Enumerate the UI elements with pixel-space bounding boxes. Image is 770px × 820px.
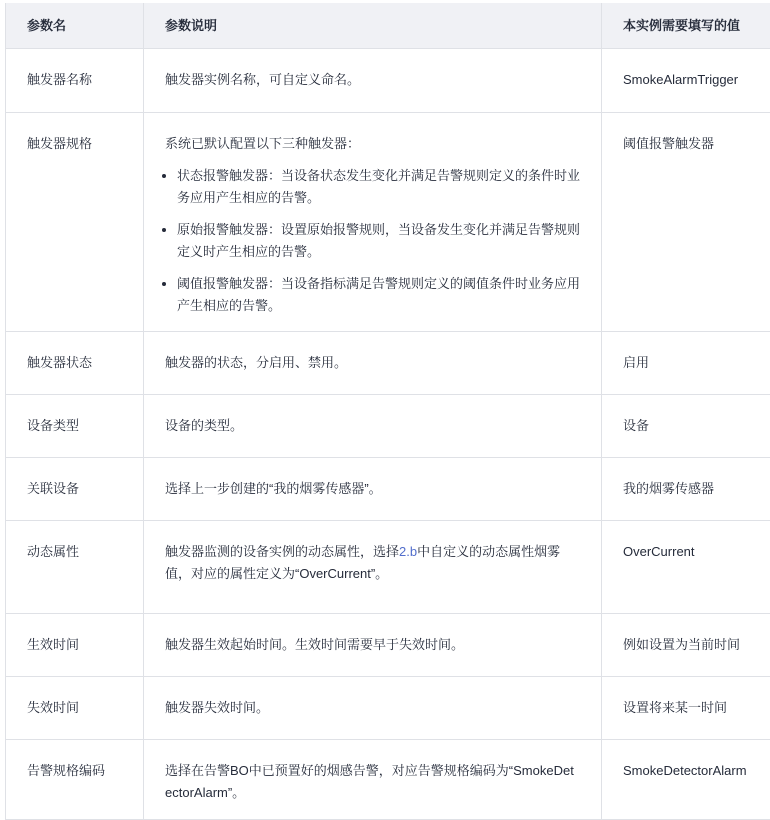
param-name: 生效时间 — [6, 614, 144, 677]
table-row — [6, 113, 770, 332]
table-row — [6, 740, 770, 820]
param-value: 设置将来某一时间 — [602, 677, 770, 740]
table-header-row — [6, 3, 770, 49]
desc-text: 触发器监测的设备实例的动态属性，选择 — [165, 544, 399, 559]
param-name: 告警规格编码 — [6, 740, 144, 820]
list-item: • 阈值报警触发器：当设备指标满足告警规则定义的阈值条件时业务应用产生相应的告警。 — [177, 273, 581, 317]
table-row — [6, 458, 770, 521]
table-row — [6, 521, 770, 614]
param-name: 关联设备 — [6, 458, 144, 521]
table-row — [6, 49, 770, 113]
param-name: 失效时间 — [6, 677, 144, 740]
param-value: 我的烟雾传感器 — [602, 458, 770, 521]
desc-text: 中自定义的动态属性烟雾值，对应的属性定义为“OverCurrent”。 — [165, 544, 560, 581]
param-value: 阈值报警触发器 — [602, 113, 770, 332]
param-value: OverCurrent — [602, 521, 770, 614]
param-name: 动态属性 — [6, 521, 144, 614]
param-desc — [144, 113, 602, 332]
header-param-value: 本实例需要填写的值 — [602, 3, 770, 49]
param-name: 触发器规格 — [6, 113, 144, 332]
desc-intro: 系统已默认配置以下三种触发器： — [165, 133, 581, 155]
param-value: 启用 — [602, 332, 770, 395]
param-value: SmokeDetectorAlarm — [602, 740, 770, 820]
param-desc: 触发器生效起始时间。生效时间需要早于失效时间。 — [144, 614, 602, 677]
param-desc: 选择上一步创建的“我的烟雾传感器”。 — [144, 458, 602, 521]
table-row — [6, 614, 770, 677]
table-row — [6, 677, 770, 740]
param-desc: 选择在告警BO中已预置好的烟感告警，对应告警规格编码为“SmokeDetectorAlarm”。 — [144, 740, 602, 820]
list-item: • 原始报警触发器：设置原始报警规则，当设备发生变化并满足告警规则定义时产生相应的告警。 — [177, 219, 581, 263]
table-row — [6, 395, 770, 458]
step-link[interactable]: 2.b — [399, 544, 417, 559]
trigger-type-list — [165, 165, 581, 317]
param-name: 触发器名称 — [6, 49, 144, 113]
header-param-desc: 参数说明 — [144, 3, 602, 49]
param-desc: 触发器实例名称，可自定义命名。 — [144, 49, 602, 113]
param-name: 设备类型 — [6, 395, 144, 458]
param-desc: 触发器的状态，分启用、禁用。 — [144, 332, 602, 395]
param-value: 设备 — [602, 395, 770, 458]
header-param-name: 参数名 — [6, 3, 144, 49]
param-value: 例如设置为当前时间 — [602, 614, 770, 677]
parameter-table — [5, 3, 770, 820]
param-value: SmokeAlarmTrigger — [602, 49, 770, 113]
param-name: 触发器状态 — [6, 332, 144, 395]
param-desc: 触发器失效时间。 — [144, 677, 602, 740]
table-row — [6, 332, 770, 395]
param-desc — [144, 521, 602, 614]
list-item: • 状态报警触发器：当设备状态发生变化并满足告警规则定义的条件时业务应用产生相应的告警。 — [177, 165, 581, 209]
param-desc: 设备的类型。 — [144, 395, 602, 458]
